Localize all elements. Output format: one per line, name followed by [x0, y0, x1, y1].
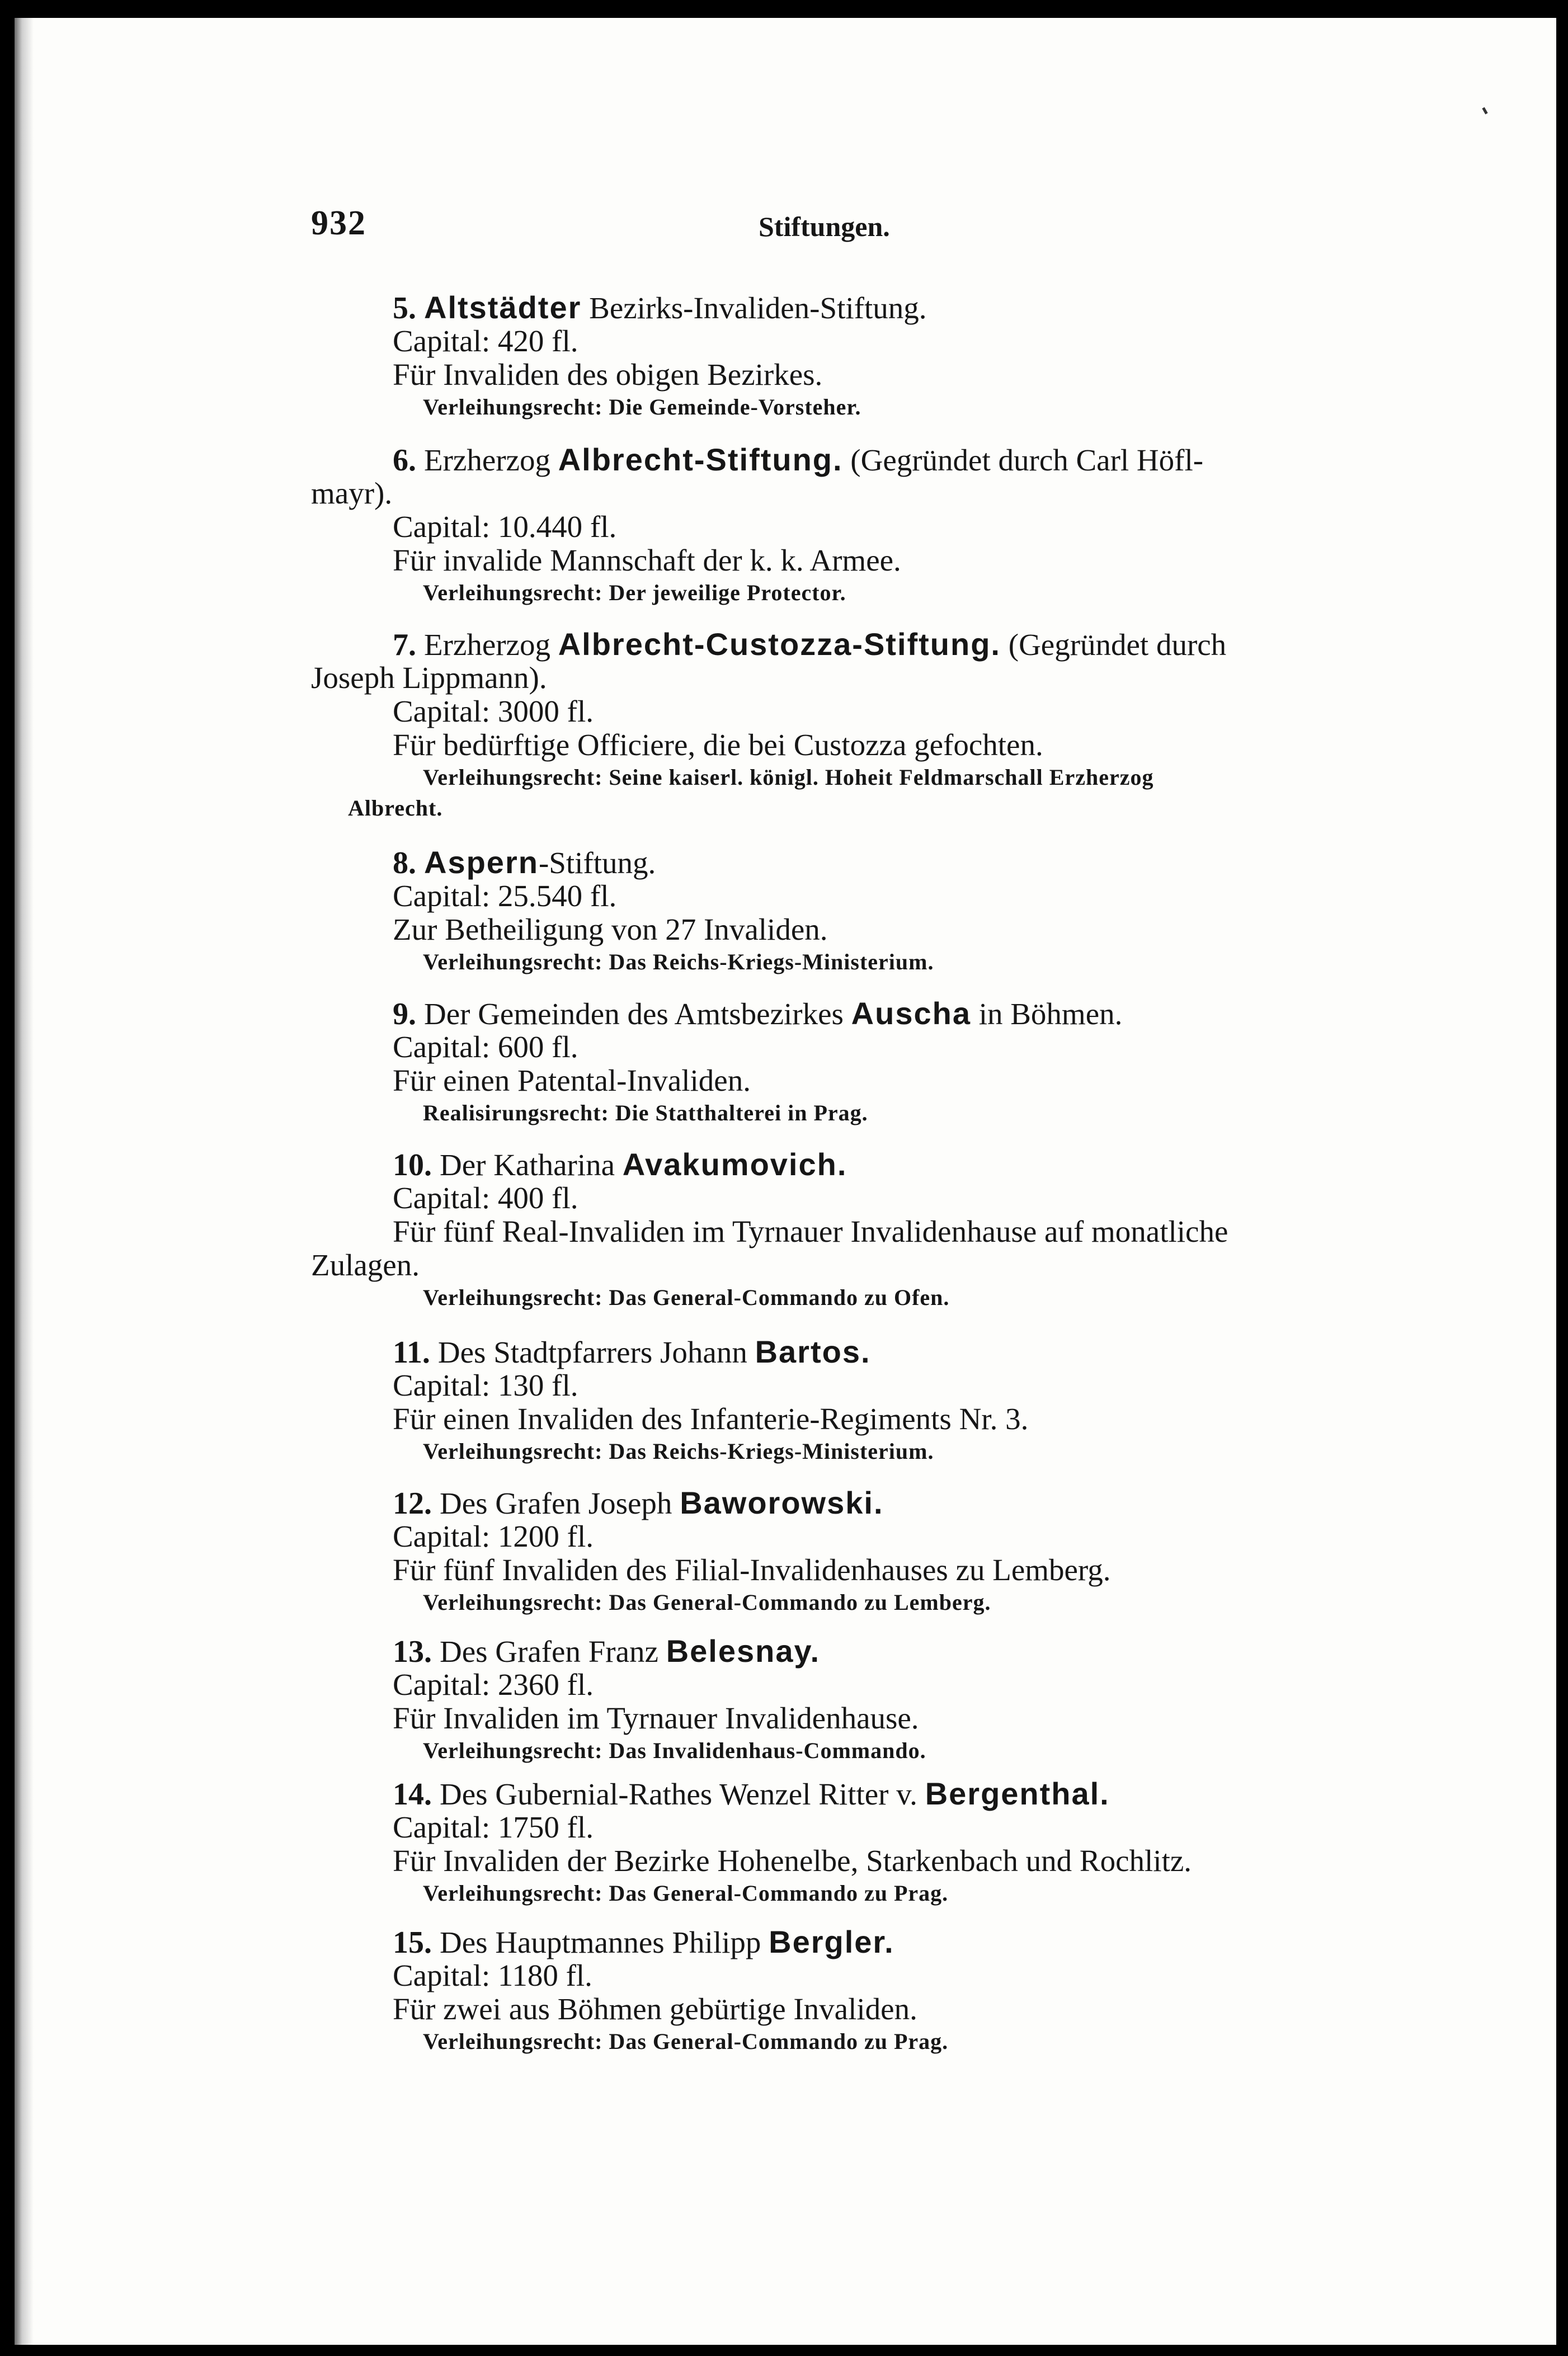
entry-title-pre: Erzherzog	[424, 443, 558, 477]
entry-title-pre: Des Hauptmannes Philipp	[440, 1925, 769, 1959]
entry-capital: Capital: 3000 fl.	[393, 694, 594, 728]
entry-title-post: (Gegründet durch Carl Höfl-	[842, 443, 1204, 477]
entry-keyword: Auscha	[851, 996, 971, 1031]
entry-keyword: Bergler.	[769, 1924, 894, 1959]
entry-purpose: Für Invaliden der Bezirke Hohenelbe, Starkenbach und Rochlitz.	[393, 1844, 1192, 1878]
entry-right: Verleihungsrecht: Das General-Commando zu Ofen.	[423, 1285, 950, 1310]
entry-right: Verleihungsrecht: Die Gemeinde-Vorsteher.	[423, 394, 861, 420]
entry-title	[15, 997, 1556, 1030]
entry-right: Verleihungsrecht: Das General-Commando zu Prag.	[423, 2029, 949, 2054]
entry-capital: Capital: 2360 fl.	[393, 1667, 594, 1702]
entry-number: 9.	[393, 997, 416, 1031]
foundation-entry	[15, 1335, 1556, 1467]
entry-purpose: Für invalide Mannschaft der k. k. Armee.	[393, 543, 901, 577]
entry-keyword: Albrecht-Custozza-Stiftung.	[558, 626, 1001, 662]
entry-purpose: Für Invaliden des obigen Bezirkes.	[393, 357, 823, 392]
page-number: 932	[311, 204, 366, 242]
entry-title-post: Bezirks-Invaliden-Stiftung.	[581, 291, 927, 325]
running-title: Stiftungen.	[759, 211, 890, 242]
entry-title-pre: Der Katharina	[440, 1148, 623, 1182]
foundation-entry	[15, 443, 1556, 608]
entry-title-continuation: Joseph Lippmann).	[311, 661, 547, 695]
foundation-entry	[15, 1486, 1556, 1618]
entry-title	[15, 846, 1556, 879]
entry-right-continuation: Albrecht.	[348, 795, 443, 821]
entry-capital: Capital: 25.540 fl.	[393, 879, 617, 913]
entry-number: 8.	[393, 846, 416, 880]
entry-right: Verleihungsrecht: Das General-Commando zu Lemberg.	[423, 1590, 991, 1615]
entry-title-pre: Des Grafen Joseph	[440, 1486, 680, 1520]
entry-right: Verleihungsrecht: Das Reichs-Kriegs-Ministerium.	[423, 949, 934, 974]
entry-purpose: Für einen Patental-Invaliden.	[393, 1063, 751, 1097]
entry-number: 5.	[393, 291, 416, 326]
entry-right: Verleihungsrecht: Seine kaiserl. königl. Hoheit Feldmarschall Erzherzog	[423, 765, 1154, 790]
entry-capital: Capital: 600 fl.	[393, 1030, 578, 1064]
entry-capital: Capital: 400 fl.	[393, 1181, 578, 1215]
entry-capital: Capital: 130 fl.	[393, 1368, 578, 1402]
entry-title	[15, 443, 1556, 477]
entry-title-pre: Des Gubernial-Rathes Wenzel Ritter v.	[440, 1777, 925, 1811]
entry-number: 13.	[393, 1634, 432, 1669]
entry-right: Verleihungsrecht: Das General-Commando zu Prag.	[423, 1881, 949, 1906]
entry-keyword: Albrecht-Stiftung.	[558, 442, 843, 477]
entry-title	[15, 1634, 1556, 1668]
entry-title	[15, 1486, 1556, 1520]
scan-speck	[1482, 107, 1487, 115]
entry-keyword: Altstädter	[424, 290, 582, 325]
foundation-entry	[15, 1634, 1556, 1766]
entry-purpose: Für fünf Invaliden des Filial-Invalidenhauses zu Lemberg.	[393, 1553, 1111, 1587]
entry-title-pre: Erzherzog	[424, 628, 558, 662]
entry-title-post: in Böhmen.	[971, 997, 1123, 1031]
entry-right: Verleihungsrecht: Der jeweilige Protector.	[423, 580, 846, 605]
entry-right: Verleihungsrecht: Das Invalidenhaus-Commando.	[423, 1738, 926, 1763]
entry-number: 6.	[393, 443, 416, 478]
entry-title-post: -Stiftung.	[538, 846, 656, 880]
entry-capital: Capital: 1750 fl.	[393, 1810, 594, 1844]
entry-title-continuation: mayr).	[311, 476, 393, 510]
entry-number: 11.	[393, 1335, 430, 1370]
book-page	[15, 18, 1556, 2345]
entry-purpose: Für zwei aus Böhmen gebürtige Invaliden.	[393, 1992, 917, 2026]
foundation-entry	[15, 1148, 1556, 1313]
entry-title-pre: Der Gemeinden des Amtsbezirkes	[424, 997, 851, 1031]
entry-keyword: Bartos.	[755, 1334, 871, 1369]
entry-purpose: Für bedürftige Officiere, die bei Custozza gefochten.	[393, 728, 1043, 762]
entry-keyword: Avakumovich.	[622, 1147, 847, 1182]
entry-capital: Capital: 1180 fl.	[393, 1958, 592, 1992]
entry-title	[15, 1148, 1556, 1181]
foundation-entry	[15, 1777, 1556, 1909]
entry-number: 15.	[393, 1925, 432, 1960]
entry-capital: Capital: 10.440 fl.	[393, 510, 617, 544]
entry-capital: Capital: 1200 fl.	[393, 1519, 594, 1553]
entry-title	[15, 1335, 1556, 1369]
entry-right: Realisirungsrecht: Die Statthalterei in Prag.	[423, 1100, 868, 1125]
entry-title-pre: Des Stadtpfarrers Johann	[437, 1335, 755, 1369]
entry-title-pre: Des Grafen Franz	[440, 1634, 666, 1669]
entry-title	[15, 291, 1556, 324]
entry-number: 10.	[393, 1148, 432, 1182]
entry-purpose: Für fünf Real-Invaliden im Tyrnauer Invalidenhause auf monatliche	[393, 1214, 1228, 1248]
entry-keyword: Aspern	[424, 845, 539, 880]
entry-title	[15, 1777, 1556, 1811]
entry-keyword: Belesnay.	[666, 1633, 821, 1669]
entry-number: 7.	[393, 628, 416, 662]
foundation-entry	[15, 997, 1556, 1128]
entry-title	[15, 1925, 1556, 1959]
entry-title-post: (Gegründet durch	[1001, 628, 1227, 662]
foundation-entry	[15, 1925, 1556, 2057]
entry-capital: Capital: 420 fl.	[393, 324, 578, 358]
entry-right: Verleihungsrecht: Das Reichs-Kriegs-Ministerium.	[423, 1439, 934, 1464]
entry-number: 12.	[393, 1486, 432, 1521]
foundation-entry	[15, 628, 1556, 823]
entry-purpose-continuation: Zulagen.	[311, 1248, 420, 1282]
entry-keyword: Bergenthal.	[925, 1776, 1110, 1811]
entry-purpose: Für einen Invaliden des Infanterie-Regiments Nr. 3.	[393, 1402, 1029, 1436]
entry-purpose: Für Invaliden im Tyrnauer Invalidenhause.	[393, 1701, 919, 1735]
entry-number: 14.	[393, 1777, 432, 1812]
entry-purpose: Zur Betheiligung von 27 Invaliden.	[393, 912, 828, 946]
entry-title	[15, 628, 1556, 661]
foundation-entry	[15, 846, 1556, 977]
foundation-entry	[15, 291, 1556, 422]
entry-keyword: Baworowski.	[680, 1485, 884, 1520]
